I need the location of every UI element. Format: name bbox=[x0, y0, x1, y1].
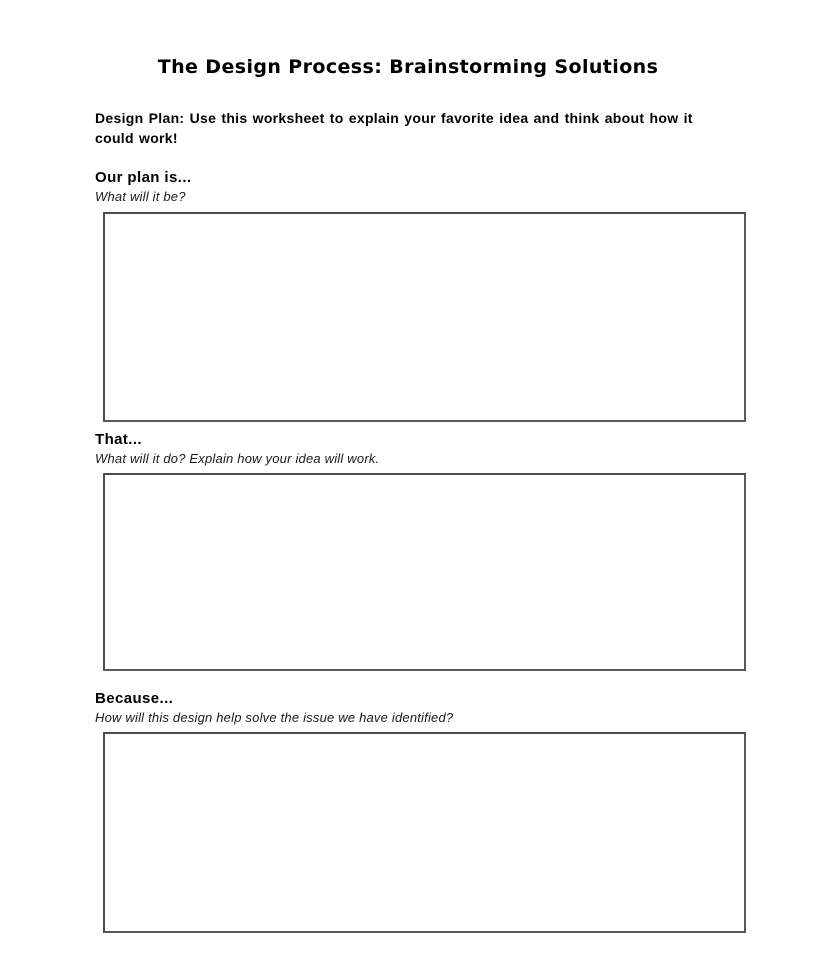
section-that bbox=[95, 431, 746, 671]
section-plan-hint: What will it be? bbox=[95, 189, 186, 204]
section-plan-heading: Our plan is... bbox=[95, 169, 192, 186]
intro-text: Design Plan: Use this worksheet to explain your favorite idea and think about how it could work! bbox=[95, 110, 693, 146]
section-plan bbox=[95, 169, 746, 422]
answer-box-because[interactable] bbox=[103, 732, 746, 933]
worksheet-content bbox=[95, 108, 746, 933]
page-title: The Design Process: Brainstorming Solutions bbox=[157, 56, 659, 78]
section-that-hint: What will it do? Explain how your idea will work. bbox=[95, 451, 380, 466]
section-that-heading: That... bbox=[95, 431, 142, 448]
section-because bbox=[95, 690, 746, 933]
answer-box-plan[interactable] bbox=[103, 212, 746, 422]
section-because-hint: How will this design help solve the issue we have identified? bbox=[95, 710, 454, 725]
answer-box-that[interactable] bbox=[103, 473, 746, 671]
section-because-heading: Because... bbox=[95, 690, 174, 707]
